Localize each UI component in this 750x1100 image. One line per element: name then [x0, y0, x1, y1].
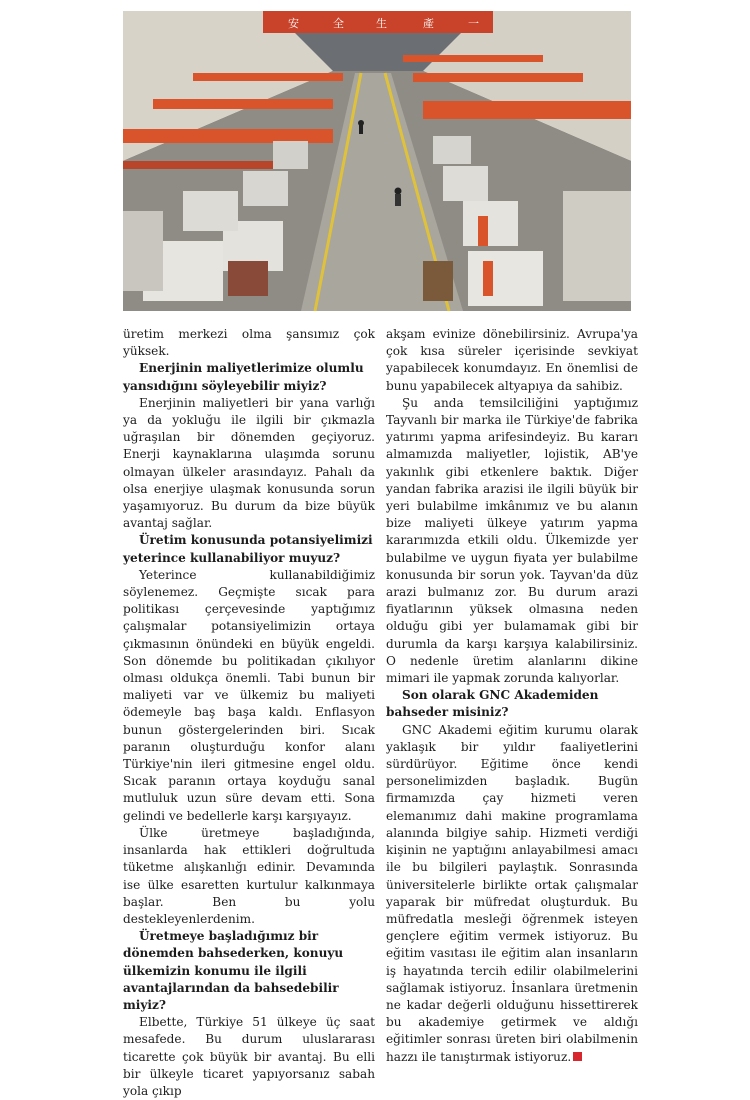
- end-of-article-icon: [573, 1052, 582, 1061]
- paragraph: GNC Akademi eğitim kurumu olarak yaklaşık bir yıldır faaliyetlerini sürdürüyor. Eğitime önce kendi personelimizden başladık. Bugün firmamızda çay hizmeti veren elemanımız dahi makine programlama alanında bilgiye sahip. Hizmeti verdiği kişinin ne yaptığını anlayabilmesi amacı ile bu bilgileri paylaştık. Sonrasında üniversitelerle birlikte ortak çalışmalar yaparak bir müfredat oluşturduk. Bu müfredatla mesleği öğrenmek isteyen gençlere eğitim vermek istiyoruz. Bu eğitim vasıtası ile eğitim alan insanların iş hayatında tercih edilir olabilmelerini sağlamak istiyoruz. İnsanlara üretmenin ne kadar değerli olduğunu hissettirerek bu akademiye getirmek ve aldığı eğitimler sonrası üreten biri olabilmenin hazzı ile tanıştırmak istiyoruz.: [386, 722, 638, 1064]
- sign-char-5: 一: [468, 17, 479, 30]
- question-heading: Enerjinin maliyetlerimize olumlu yansıdığını söyleyebilir miyiz?: [123, 361, 364, 393]
- paragraph: Elbette, Türkiye 51 ülkeye üç saat mesafede. Bu durum uluslararası ticarette çok büyük bir avantaj. Bu elli bir ülkeyle ticaret yapıyorsanız sabah yola çıkıp: [123, 1015, 375, 1098]
- question-heading: Son olarak GNC Akademiden bahseder misiniz?: [386, 688, 599, 720]
- right-text-column: [386, 326, 638, 1066]
- question-heading: Üretim konusunda potansiyelimizi yeterince kullanabiliyor muyuz?: [123, 533, 373, 565]
- paragraph: Enerjinin maliyetleri bir yana varlığı ya da yokluğu ile ilgili bir çıkmazla uğraşılan bir dönemden geçiyoruz. Enerji kaynaklarına ulaşımda sorunu olmayan ülkeler arasındayız. Pahalı da olsa enerjiye ulaşmak konusunda sorun yaşamıyoruz. Bu durum da bize büyük avantaj sağlar.: [123, 395, 375, 531]
- sign-char-2: 全: [333, 17, 344, 30]
- sign-char-4: 產: [423, 17, 434, 30]
- question-heading: Üretmeye başladığımız bir dönemden bahsederken, konuyu ülkemizin konumu ile ilgili avantajlarından da bahsedebilir miyiz?: [123, 929, 344, 1012]
- paragraph: Yeterince kullanabildiğimiz söylenemez. Geçmişte sıcak para politikası çerçevesinde yaptığımız çalışmalar potansiyelimizin ortaya çıkmasının önündeki en büyük engeldi. Son dönemde bu politikadan çıkılıyor olması oldukça önemli. Tabi bunun bir maliyeti var ve ülkemiz bu maliyeti ödemeyle baş başa kaldı. Enflasyon bunun göstergelerinden biri. Sıcak paranın oluşturduğu konfor alanı Türkiye'nin ileri gitmesine engel oldu. Sıcak paranın ortaya koyduğu sanal mutluluk uzun süre devam etti. Sona gelindi ve bedellerle karşı karşıyayız.: [123, 567, 375, 823]
- paragraph: üretim merkezi olma şansımız çok yüksek.: [123, 327, 375, 359]
- sign-char-3: 生: [376, 17, 387, 30]
- factory-floor-photo: [123, 11, 631, 311]
- paragraph: Ülke üretmeye başladığında, insanlarda hak ettikleri doğrultuda tüketme alışkanlığı edinir. Devamında ise ülke esaretten kurtulur kalkınmaya başlar. Ben bu yolu destekleyenlerdenim.: [123, 825, 375, 926]
- left-text-column: [123, 326, 375, 1100]
- paragraph: Şu anda temsilciliğini yaptığımız Tayvanlı bir marka ile Türkiye'de fabrika yatırımı yapma arifesindeyiz. Bu kararı almamızda maliyetler, lojistik, AB'ye yakınlık gibi etkenlere baktık. Diğer yandan fabrika arazisi ile ilgili büyük bir yeri bulabilme imkânımız ve bu alanın bize maliyeti ülkeye yatırım yapma kararımızda etkili oldu. Ülkemizde yer bulabilme ve uygun fiyata yer bulabilme konusunda bir sorun yok. Tayvan'da düz arazi bulmanız zor. Bu durum arazi fiyatlarının yüksek olmasına neden olduğu gibi yer bulamamak gibi bir durumla da karşı karşıya kalabilirsiniz. O nedenle üretim alanlarını dikine mimari ile yapmak zorunda kalıyorlar.: [386, 395, 638, 686]
- sign-char-1: 安: [288, 17, 299, 30]
- paragraph: akşam evinize dönebilirsiniz. Avrupa'ya çok kısa süreler içerisinde sevkiyat yapabilecek konumdayız. En önemlisi de bunu yapabilecek altyapıya da sahibiz.: [386, 327, 638, 393]
